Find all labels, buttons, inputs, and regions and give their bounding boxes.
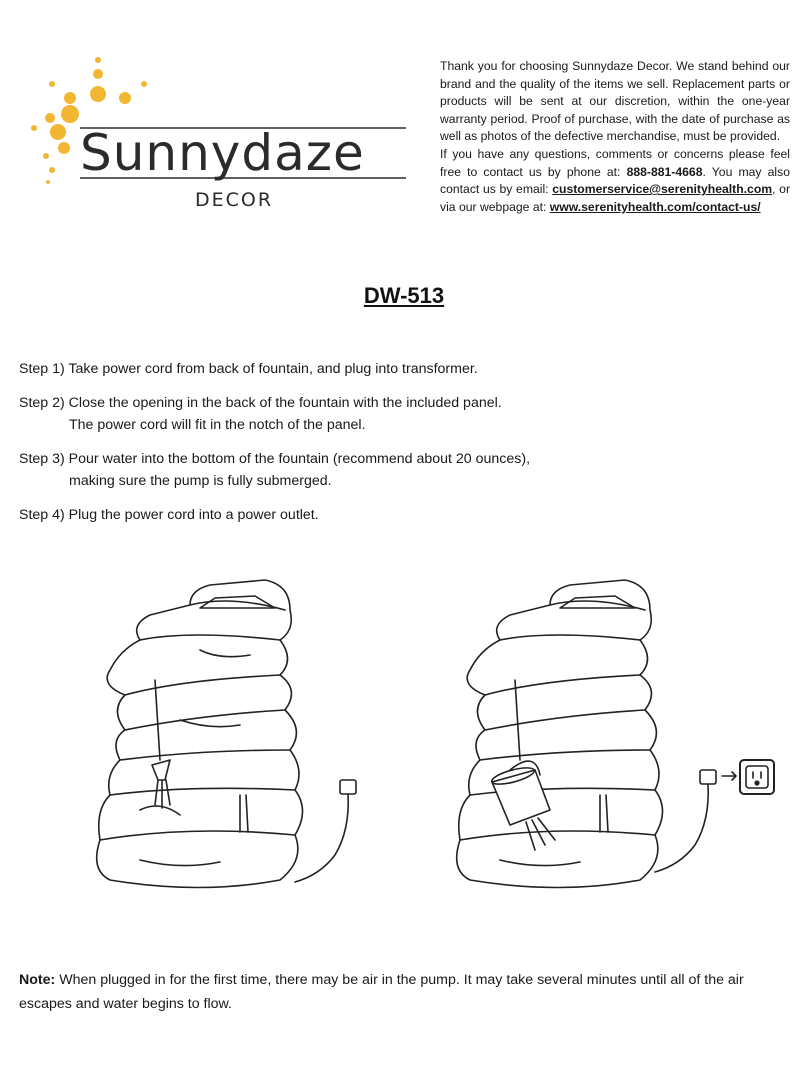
- fountain-illustrations: [80, 570, 800, 900]
- step-2: Step 2) Close the opening in the back of the fountain with the included panel. The power cord will fit in the notch of the panel.: [19, 395, 502, 433]
- warranty-intro: [440, 58, 790, 216]
- note-text: [19, 968, 789, 1016]
- step-1: Step 1) Take power cord from back of fountain, and plug into transformer.: [19, 361, 478, 377]
- intro-paragraph-2: If you have any questions, comments or concerns please feel free to contact us by phone at: 888-881-4668. You may also contact us by email: customerservice@serenityhealth.com, or via our webpage at: www.serenityhealth.com/contact-us/: [440, 146, 791, 214]
- step-4: Step 4) Plug the power cord into a power outlet.: [19, 507, 319, 523]
- instruction-steps: [19, 358, 789, 538]
- intro-paragraph-1: Thank you for choosing Sunnydaze Decor. We stand behind our brand and the quality of the items we sell. Replacement parts or products will be sent at our discretion, within the one-year warranty period. Proof of purchase, with the date of purchase as well as photos of the defective merchandise, must be provided.: [440, 59, 790, 144]
- transformer-right: [655, 770, 736, 872]
- brand-logo: [20, 52, 420, 222]
- phone-number: 888-881-4668: [626, 164, 703, 179]
- note-label: Note:: [19, 972, 56, 988]
- email-link[interactable]: customerservice@serenityhealth.com: [552, 182, 773, 197]
- note-body: When plugged in for the first time, there may be air in the pump. It may take several minutes until all of the air escapes and water begins to flow.: [19, 972, 744, 1012]
- step-3: Step 3) Pour water into the bottom of the fountain (recommend about 20 ounces), making sure the pump is fully submerged.: [19, 451, 531, 489]
- transformer-left: [295, 780, 356, 882]
- power-outlet-icon: [740, 760, 774, 794]
- sunnydaze-logo-graphic: [20, 52, 420, 222]
- watering-bucket: [490, 761, 555, 850]
- logo-wordmark: Sunnydaze: [80, 124, 365, 182]
- fountain-illustration-left: [97, 580, 303, 888]
- logo-subtext: DECOR: [195, 189, 274, 211]
- model-title: DW-513: [363, 283, 445, 308]
- webpage-link[interactable]: www.serenityhealth.com/contact-us/: [549, 199, 761, 214]
- fountain-illustration-right: [457, 580, 663, 888]
